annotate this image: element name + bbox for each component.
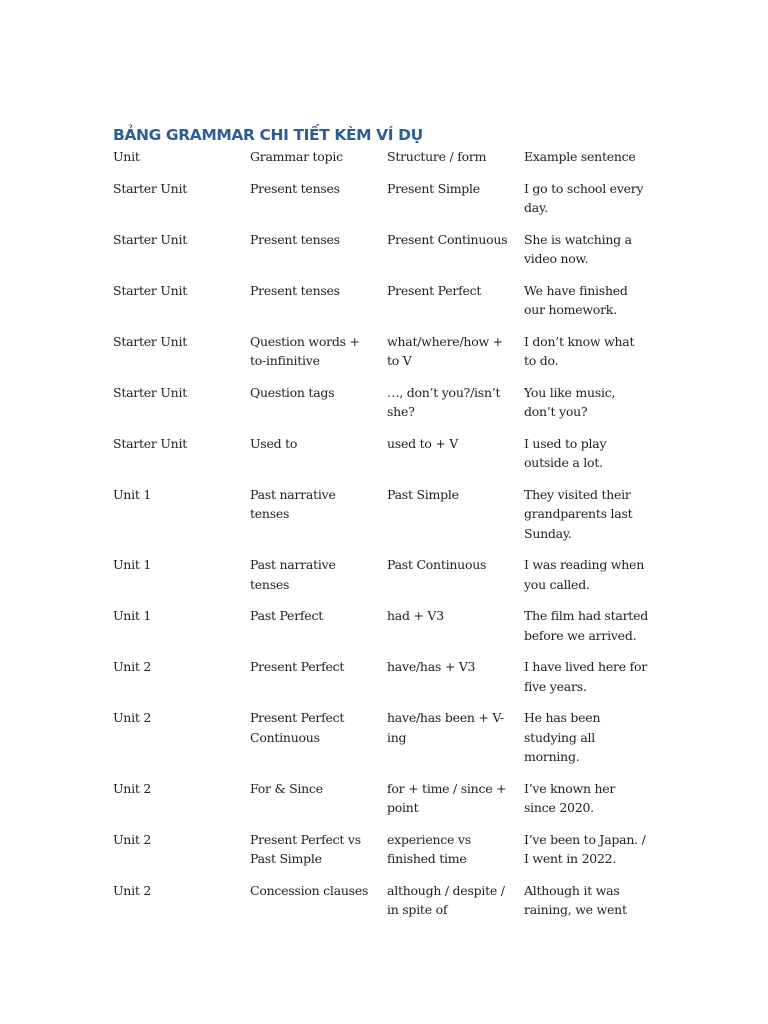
column-header-example: Example sentence bbox=[524, 149, 636, 164]
structure-cell: have/has been + V-ing bbox=[387, 710, 504, 745]
example-cell: The film had started before we arrived. bbox=[524, 608, 648, 643]
grammar-topic-cell: Present tenses bbox=[250, 231, 340, 247]
table-header-row bbox=[107, 147, 655, 179]
structure-cell: …, don’t you?/isn’t she? bbox=[387, 384, 501, 419]
structure-cell: for + time / since + point bbox=[387, 780, 507, 815]
grammar-topic-cell: Present Perfect bbox=[250, 659, 345, 674]
example-cell: I’ve been to Japan. / I went in 2022. bbox=[524, 831, 646, 866]
structure-cell: experience vs finished time bbox=[387, 831, 471, 866]
grammar-topic-cell: Past narrative tenses bbox=[250, 557, 336, 592]
grammar-topic-cell: Present Perfect Continuous bbox=[250, 710, 345, 745]
unit-cell: Unit 2 bbox=[113, 710, 152, 725]
example-cell: I go to school every day. bbox=[524, 180, 644, 215]
example-cell: We have finished our homework. bbox=[524, 282, 628, 317]
grammar-topic-cell: Past narrative tenses bbox=[250, 486, 336, 521]
grammar-topic-cell: Concession clauses bbox=[250, 882, 369, 898]
unit-cell: Starter Unit bbox=[113, 231, 187, 247]
table-row bbox=[107, 434, 655, 485]
table-row bbox=[107, 779, 655, 830]
example-cell: Although it was raining, we went bbox=[524, 882, 627, 917]
grammar-topic-cell: Past Perfect bbox=[250, 608, 323, 623]
grammar-topic-cell: For & Since bbox=[250, 780, 323, 796]
structure-cell: Present Continuous bbox=[387, 231, 508, 247]
example-cell: I was reading when you called. bbox=[524, 557, 644, 592]
unit-cell: Starter Unit bbox=[113, 333, 187, 349]
example-cell: I used to play outside a lot. bbox=[524, 435, 607, 470]
table-row bbox=[107, 332, 655, 383]
structure-cell: Present Simple bbox=[387, 180, 480, 196]
example-cell: I have lived here for five years. bbox=[524, 659, 647, 694]
unit-cell: Unit 1 bbox=[113, 608, 152, 623]
structure-cell: have/has + V3 bbox=[387, 659, 476, 674]
unit-cell: Unit 2 bbox=[113, 659, 152, 674]
table-row bbox=[107, 830, 655, 881]
unit-cell: Unit 1 bbox=[113, 557, 152, 572]
table-row bbox=[107, 657, 655, 708]
grammar-topic-cell: Present tenses bbox=[250, 180, 340, 196]
table-body bbox=[107, 147, 655, 932]
unit-cell: Unit 2 bbox=[113, 882, 152, 898]
example-cell: He has been studying all morning. bbox=[524, 710, 601, 764]
column-header-unit: Unit bbox=[113, 149, 140, 164]
unit-cell: Starter Unit bbox=[113, 282, 187, 298]
example-cell: You like music, don’t you? bbox=[524, 384, 616, 419]
unit-cell: Unit 2 bbox=[113, 831, 152, 847]
structure-cell: Past Simple bbox=[387, 486, 459, 502]
table-row bbox=[107, 230, 655, 281]
structure-cell: used to + V bbox=[387, 435, 459, 451]
example-cell: They visited their grandparents last Sunday. bbox=[524, 486, 633, 541]
table-row bbox=[107, 708, 655, 779]
grammar-topic-cell: Present Perfect vs Past Simple bbox=[250, 831, 361, 866]
structure-cell: Past Continuous bbox=[387, 557, 487, 572]
unit-cell: Unit 2 bbox=[113, 780, 152, 796]
example-cell: I’ve known her since 2020. bbox=[524, 780, 616, 815]
page-title: BẢNG GRAMMAR CHI TIẾT KÈM VÍ DỤ bbox=[113, 126, 423, 144]
column-header-grammar-topic: Grammar topic bbox=[250, 149, 343, 164]
grammar-topic-cell: Present tenses bbox=[250, 282, 340, 298]
grammar-topic-cell: Question words + to-infinitive bbox=[250, 333, 360, 368]
column-header-structure: Structure / form bbox=[387, 149, 487, 164]
structure-cell: although / despite / in spite of bbox=[387, 882, 505, 917]
structure-cell: Present Perfect bbox=[387, 282, 482, 298]
unit-cell: Starter Unit bbox=[113, 435, 187, 451]
unit-cell: Starter Unit bbox=[113, 384, 187, 400]
grammar-topic-cell: Question tags bbox=[250, 384, 335, 400]
table-row bbox=[107, 485, 655, 556]
structure-cell: had + V3 bbox=[387, 608, 444, 623]
table-row bbox=[107, 555, 655, 606]
table-row bbox=[107, 281, 655, 332]
structure-cell: what/where/how + to V bbox=[387, 333, 503, 368]
table-row bbox=[107, 383, 655, 434]
grammar-topic-cell: Used to bbox=[250, 435, 298, 451]
unit-cell: Unit 1 bbox=[113, 486, 152, 502]
example-cell: She is watching a video now. bbox=[524, 231, 632, 266]
example-cell: I don’t know what to do. bbox=[524, 333, 635, 368]
unit-cell: Starter Unit bbox=[113, 180, 187, 196]
table-row bbox=[107, 606, 655, 657]
table-row bbox=[107, 881, 655, 932]
grammar-table bbox=[107, 147, 655, 932]
table-row bbox=[107, 179, 655, 230]
